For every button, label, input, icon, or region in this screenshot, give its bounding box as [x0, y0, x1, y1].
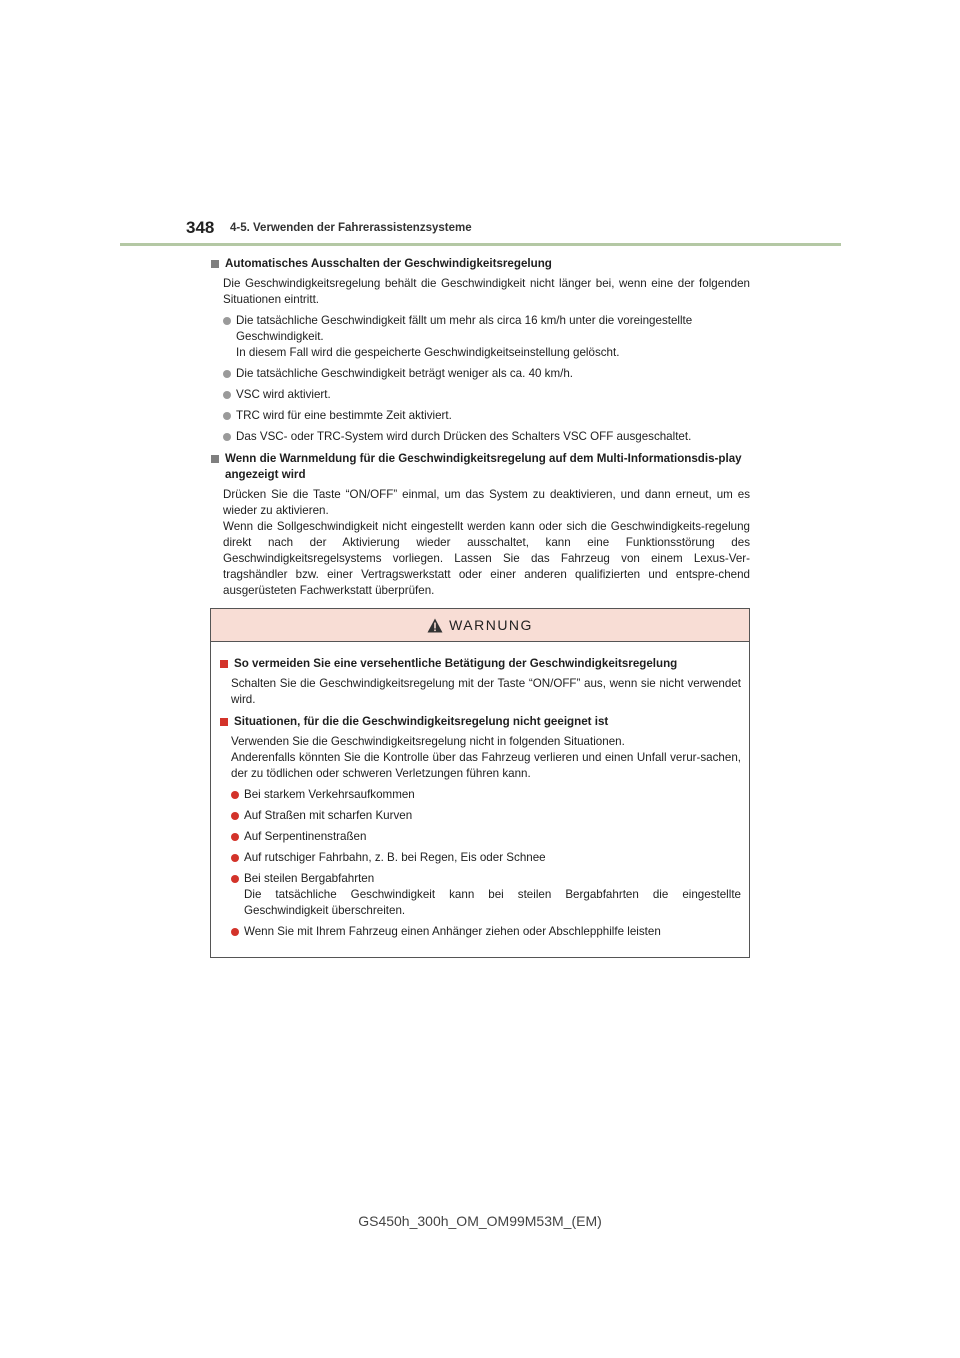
round-bullet-icon — [231, 875, 239, 883]
warning-item-heading — [220, 656, 741, 672]
warning-item — [220, 714, 741, 940]
list-item-text: VSC wird aktiviert. — [236, 388, 331, 401]
list-item — [220, 829, 741, 845]
list-item — [220, 808, 741, 824]
round-bullet-icon — [223, 412, 231, 420]
section-heading — [210, 451, 750, 483]
warning-box — [210, 608, 750, 958]
main-content — [210, 256, 750, 605]
page-number: 348 — [186, 218, 215, 237]
round-bullet-icon — [223, 391, 231, 399]
header-divider — [120, 243, 841, 246]
list-item-text: Auf Straßen mit scharfen Kurven — [244, 809, 413, 822]
list-item-text: Bei steilen Bergabfahrten Die tatsächliche Geschwindigkeit kann bei steilen Bergabfahrten die eingestellte Geschwindigkeit überschreiten. — [244, 872, 741, 917]
page-header — [0, 0, 960, 250]
list-item — [220, 871, 741, 919]
list-item-text: Das VSC- oder TRC-System wird durch Drücken des Schalters VSC OFF ausgeschaltet. — [236, 430, 692, 443]
list-item-text: Bei starkem Verkehrsaufkommen — [244, 788, 415, 801]
round-bullet-icon — [231, 928, 239, 936]
list-item — [210, 313, 750, 361]
list-item — [220, 924, 741, 940]
list-item-text: Auf rutschiger Fahrbahn, z. B. bei Regen, Eis oder Schnee — [244, 851, 546, 864]
list-item — [220, 850, 741, 866]
section-body: Drücken Sie die Taste “ON/OFF” einmal, um das System zu deaktivieren, und dann erneut, um es wieder zu aktivieren. Wenn die Sollgeschwindigkeit nicht eingestellt werden kann oder sich die Geschwindigkeits-regelung direkt nach der Aktivierung wieder ausschaltet, kann eine Funktionsstörung des Geschwindigkeitsregelsystems vorliegen. Lassen Sie das Fahrzeug von einem Lexus-Ver-tragshändler bzw. einer Vertragswerkstatt oder einer anderen qualifizierten und entspre-chend ausgerüsteten Fachwerkstatt überprüfen. — [223, 488, 750, 597]
list-item — [210, 387, 750, 403]
warning-item-body: Schalten Sie die Geschwindigkeitsregelung mit der Taste “ON/OFF” aus, wenn sie nicht verwendet wird. — [231, 677, 741, 706]
section-title: 4-5. Verwenden der Fahrerassistenzsysteme — [230, 222, 472, 234]
square-bullet-icon — [211, 455, 219, 463]
round-bullet-icon — [231, 854, 239, 862]
round-bullet-icon — [223, 317, 231, 325]
list-item-text: TRC wird für eine bestimmte Zeit aktiviert. — [236, 409, 452, 422]
section-heading — [210, 256, 750, 272]
list-item — [210, 429, 750, 445]
warning-item-heading — [220, 714, 741, 730]
section-heading-text: Wenn die Warnmeldung für die Geschwindigkeitsregelung auf dem Multi-Informationsdis-play angezeigt wird — [225, 452, 742, 481]
warning-body — [211, 642, 749, 940]
list-item — [210, 366, 750, 382]
round-bullet-icon — [223, 433, 231, 441]
section-auto-shutoff — [210, 256, 750, 445]
list-item-text: Auf Serpentinenstraßen — [244, 830, 367, 843]
warning-item-heading-text: So vermeiden Sie eine versehentliche Betätigung der Geschwindigkeitsregelung — [234, 657, 678, 670]
round-bullet-icon — [231, 833, 239, 841]
square-bullet-icon — [211, 260, 219, 268]
list-item-text: Die tatsächliche Geschwindigkeit fällt um mehr als circa 16 km/h unter die voreingestellte Geschwindigkeit. In diesem Fall wird die gespeicherte Geschwindigkeitseinstellung gelöscht. — [236, 314, 693, 359]
round-bullet-icon — [231, 791, 239, 799]
section-warning-message — [210, 451, 750, 599]
warning-item-body: Verwenden Sie die Geschwindigkeitsregelung nicht in folgenden Situationen. Anderenfalls könnten Sie die Kontrolle über das Fahrzeug verlieren und einen Unfall verur-sachen, der zu tödlichen oder schweren Verletzungen führen kann. — [231, 735, 741, 780]
warning-item-heading-text: Situationen, für die die Geschwindigkeitsregelung nicht geeignet ist — [234, 715, 609, 728]
list-item — [210, 408, 750, 424]
page-footer: GS450h_300h_OM_OM99M53M_(EM) — [358, 1213, 602, 1229]
warning-item — [220, 656, 741, 708]
round-bullet-icon — [231, 812, 239, 820]
warning-triangle-icon — [427, 618, 443, 633]
square-bullet-icon — [220, 718, 228, 726]
section-intro: Die Geschwindigkeitsregelung behält die Geschwindigkeit nicht länger bei, wenn eine der folgenden Situationen eintritt. — [223, 277, 750, 306]
list-item-text: Die tatsächliche Geschwindigkeit beträgt weniger als ca. 40 km/h. — [236, 367, 574, 380]
warning-header — [211, 609, 749, 642]
list-item — [220, 787, 741, 803]
square-bullet-icon — [220, 660, 228, 668]
warning-title: WARNUNG — [449, 617, 533, 633]
round-bullet-icon — [223, 370, 231, 378]
section-heading-text: Automatisches Ausschalten der Geschwindigkeitsregelung — [225, 257, 552, 270]
list-item-text: Wenn Sie mit Ihrem Fahrzeug einen Anhänger ziehen oder Abschlepphilfe leisten — [244, 925, 661, 938]
